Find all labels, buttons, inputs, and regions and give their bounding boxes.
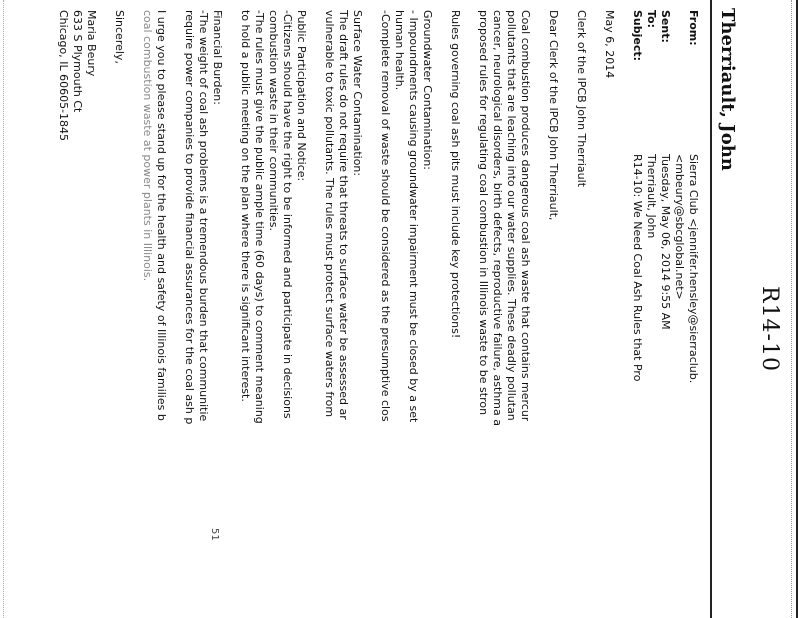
participation-heading: Public Participation and Notice: [295,10,308,182]
top-dotted-line [791,0,792,618]
from-value-2: <mbeury@sbcglobal.net> [673,154,686,300]
groundwater-line: - Impoundments causing groundwater impairment must be closed by a set [407,10,420,423]
surface-water-line: The draft rules do not require that threats to surface water be assessed ar [337,10,350,420]
letter-date: May 6, 2014 [603,10,616,79]
financial-heading: Financial Burden: [211,10,224,105]
groundwater-line: -Complete removal of waste should be considered as the presumptive clos [379,10,392,422]
surface-water-line: vulnerable to toxic pollutants. The rules must protect surface waters from [323,10,336,418]
groundwater-heading: Groundwater Contamination: [421,10,434,170]
to-value: Therriault, John [645,154,658,239]
intro-line: pollutants that are leaching into our water supplies. These deadly pollutan [505,10,518,421]
top-border-line [796,0,798,618]
key-protections-line: Rules governing coal ash pits must include key protections! [449,10,462,339]
signature-city: Chicago, IL 60605-1845 [57,10,70,142]
groundwater-line: human health. [393,10,406,91]
financial-line: -The weight of coal ash problems is a tremendous burden that communitie [197,10,210,422]
signoff: Sincerely, [113,10,126,64]
financial-line: require power companies to provide financial assurances for the coal ash p [183,10,196,425]
participation-line: -The rules must give the public ample time (60 days) to comment meaning [253,10,266,424]
to-label: To: [645,10,658,28]
page-number: 51 [209,528,220,541]
subject-value: R14-10: We Need Coal Ash Rules that Pro [631,154,644,382]
sender-name-heading: Therriault, John [717,8,738,171]
heading-rule [710,0,712,618]
intro-line: cancer, neurological disorders, birth defects, reproductive failure, asthma a [491,10,504,426]
letter-salutation: Dear Clerk of the IPCB John Therriault, [547,10,560,221]
intro-line: Coal combustion produces dangerous coal ash waste that contains mercur [519,10,532,422]
docket-number: R14-10 [757,286,782,372]
participation-line: to hold a public meeting on the plan where there is significant interest. [239,10,252,402]
sent-label: Sent: [659,10,672,43]
from-label: From: [687,10,700,46]
letter-addressee: Clerk of the IPCB John Therriault [575,10,588,188]
closing-line: coal combustion waste at power plants in Illinois. [141,10,154,282]
signature-street: 633 S Plymouth Ct [71,10,84,113]
from-value: Sierra Club <jennifer.hensley@sierraclub. [687,154,700,384]
intro-line: proposed rules for regulating coal combustion in Illinois waste to be stron [477,10,490,416]
subject-label: Subject: [631,10,644,62]
participation-line: -Citizens should have the right to be informed and participate in decisions [281,10,294,419]
surface-water-heading: Surface Water Contamination: [351,10,364,177]
closing-line: I urge you to please stand up for the health and safety of Illinois families b [155,10,168,421]
signature-name: Maria Beury [85,10,98,77]
bottom-dotted-edge [3,0,4,618]
participation-line: combustion waste in their communities. [267,10,280,232]
sent-value: Tuesday, May 06, 2014 9:55 AM [659,154,672,330]
